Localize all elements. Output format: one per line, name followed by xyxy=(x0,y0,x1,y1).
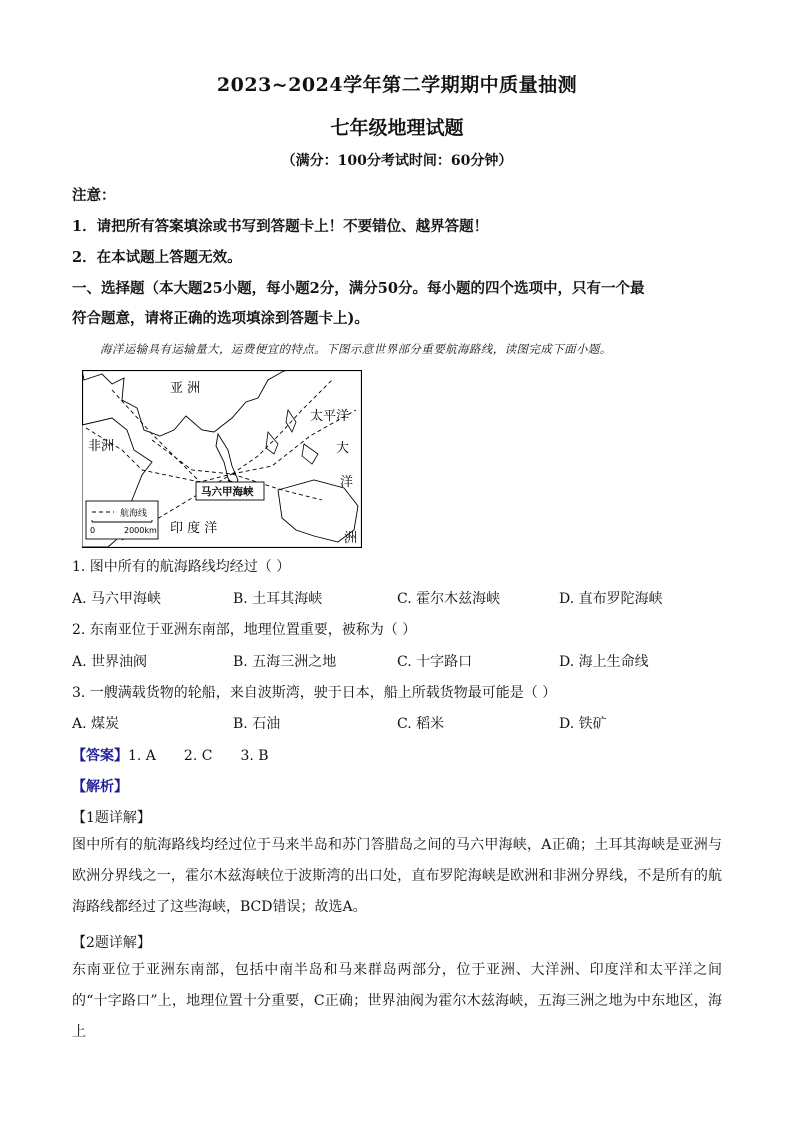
label-indian-ocean: 印 度 洋 xyxy=(170,521,218,536)
label-da: 大 xyxy=(336,441,350,456)
detail-1-text: 图中所有的航海路线均经过位于马来半岛和苏门答腊岛之间的马六甲海峡，A正确；土耳其海峡是亚洲与欧洲分界线之一，霍尔木兹海峡位于波斯湾的出口处，直布罗陀海峡是欧洲和非洲分界线，不是所有的航海路线都经过了这些海峡，BCD错误；故选A。 xyxy=(72,837,722,915)
question-2-stem: 2. 东南亚位于亚洲东南部，地理位置重要，被称为（ ） xyxy=(72,622,417,638)
q1-option-a: A. 马六甲海峡 xyxy=(72,591,162,607)
exam-subtitle: 七年级地理试题 xyxy=(330,117,464,139)
label-africa: 非洲 xyxy=(88,439,115,454)
label-asia: 亚 洲 xyxy=(170,381,201,396)
label-malacca: 马六甲海峡 xyxy=(201,486,254,498)
answer-3: 3. B xyxy=(240,748,269,764)
detail-2-label: 【2题详解】 xyxy=(72,935,151,951)
section-heading-line1: 一、选择题（本大题25小题，每小题2分，满分50分。每小题的四个选项中，只有一个最 xyxy=(72,280,645,297)
detail-1-label: 【1题详解】 xyxy=(72,810,151,826)
detail-2-text: 东南亚位于亚洲东南部，包括中南半岛和马来群岛两部分，位于亚洲、大洋洲、印度洋和太平洋之间的“十字路口”上，地理位置十分重要，C正确；世界油阀为霍尔木兹海峡，五海三洲之地为中东地区，海上 xyxy=(72,962,722,1040)
q2-option-d: D. 海上生命线 xyxy=(559,654,649,670)
label-zhou: 洲 xyxy=(344,531,358,546)
q3-option-b: B. 石油 xyxy=(233,716,281,732)
note-item-1: 1．请把所有答案填涂或书写到答题卡上！不要错位、越界答题！ xyxy=(72,218,489,235)
scale-km: 2000km xyxy=(124,526,157,535)
notes-label: 注意： xyxy=(72,187,116,204)
answer-1: 1. A xyxy=(128,748,156,764)
q3-option-c: C. 稻米 xyxy=(397,716,445,732)
label-pacific: 太平洋 xyxy=(310,409,350,424)
exam-title: 2023~2024学年第二学期期中质量抽测 xyxy=(216,74,578,96)
section-heading-line2: 符合题意，请将正确的选项填涂到答题卡上)。 xyxy=(72,310,369,327)
q3-option-d: D. 铁矿 xyxy=(559,716,607,732)
question-intro: 海洋运输具有运输量大，运费便宜的特点。下图示意世界部分重要航海路线，读图完成下面小题。 xyxy=(100,342,612,356)
q2-option-c: C. 十字路口 xyxy=(397,654,473,670)
shipping-routes-map xyxy=(82,370,362,548)
answer-2: 2. C xyxy=(183,748,213,764)
scale-zero: 0 xyxy=(90,526,96,535)
question-1-stem: 1. 图中所有的航海路线均经过（ ） xyxy=(72,559,291,575)
note-item-2: 2．在本试题上答题无效。 xyxy=(72,249,242,266)
question-3-stem: 3. 一艘满载货物的轮船，来自波斯湾，驶于日本，船上所载货物最可能是（ ） xyxy=(72,685,557,701)
q3-option-a: A. 煤炭 xyxy=(72,716,120,732)
q1-option-c: C. 霍尔木兹海峡 xyxy=(397,591,501,607)
answer-label: 【答案】 xyxy=(72,748,128,764)
exam-meta: （满分：100分考试时间：60分钟） xyxy=(281,153,513,169)
q2-option-a: A. 世界油阀 xyxy=(72,654,148,670)
q1-option-d: D. 直布罗陀海峡 xyxy=(559,591,663,607)
q1-option-b: B. 土耳其海峡 xyxy=(233,591,323,607)
q2-option-b: B. 五海三洲之地 xyxy=(233,654,337,670)
analysis-label: 【解析】 xyxy=(72,779,128,795)
answer-row xyxy=(72,745,269,765)
legend-label: 航海线 xyxy=(120,509,148,519)
label-yang: 洋 xyxy=(340,475,354,490)
